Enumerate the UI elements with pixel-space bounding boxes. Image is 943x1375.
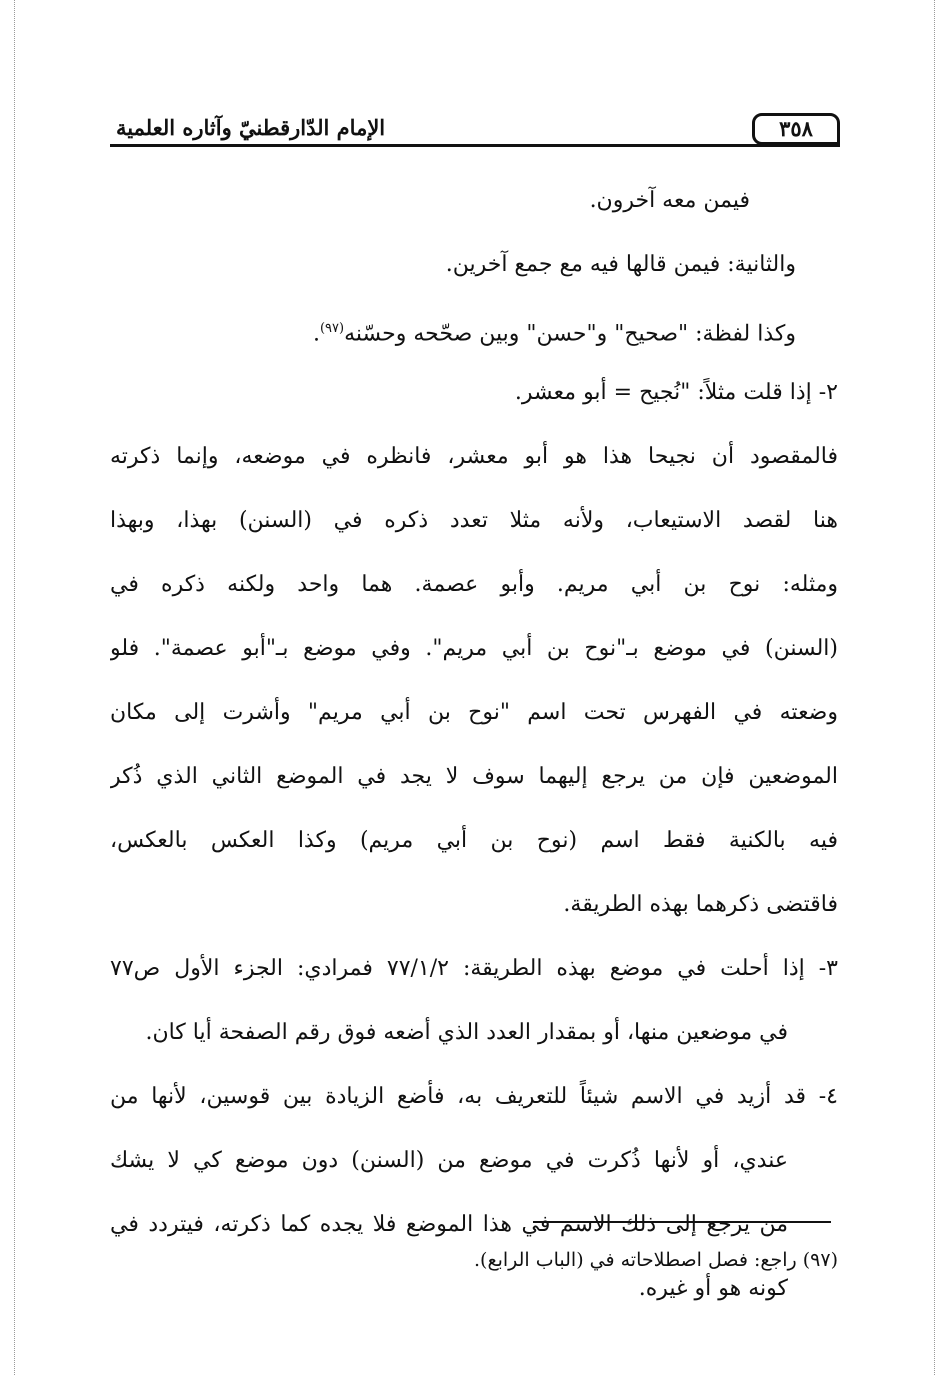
footnote-marker: (٩٧) bbox=[319, 321, 345, 336]
main-text bbox=[110, 175, 838, 1327]
page-header bbox=[110, 105, 840, 145]
text-line: في موضعين منها، أو بمقدار العدد الذي أضعه فوق رقم الصفحة أيا كان. bbox=[145, 1020, 788, 1045]
text-line: كونه هو أو غيره. bbox=[638, 1276, 788, 1301]
text-line: ٣- إذا أحلت في موضع بهذه الطريقة: ٧٧/١/٢ فمرادي: الجزء الأول ص٧٧ bbox=[110, 956, 838, 981]
running-title: الإمام الدّارقطنيّ وآثاره العلمية bbox=[116, 115, 386, 140]
text-line: وكذا لفظة: "صحيح" و"حسن" وبين صحّحه وحسّنه$^{(٩٧)}$. bbox=[312, 321, 796, 347]
footnote-rule bbox=[533, 1221, 831, 1223]
text-line: عندي، أو لأنها ذُكرت في موضع من (السنن) دون موضع كي لا يشك bbox=[110, 1148, 788, 1173]
text-line: وضعته في الفهرس تحت اسم "نوح بن أبي مريم" وأشرت إلى مكان bbox=[110, 700, 838, 725]
page-number: ٣٥٨ bbox=[752, 113, 840, 145]
text-line: هنا لقصد الاستيعاب، ولأنه مثلا تعدد ذكره في (السنن) بهذا، وبهذا bbox=[110, 508, 838, 533]
text-line: ٤- قد أزيد في الاسم شيئاً للتعريف به، فأضع الزيادة بين قوسين، لأنها من bbox=[110, 1084, 838, 1109]
scan-edge-right bbox=[934, 0, 935, 1375]
text-line: الموضعين فإن من يرجع إليهما سوف لا يجد في الموضع الثاني الذي ذُكر bbox=[110, 764, 838, 789]
text-line: فالمقصود أن نجيحا هذا هو أبو معشر، فانظره في موضعه، وإنما ذكرته bbox=[110, 444, 838, 469]
scan-edge-left bbox=[14, 0, 15, 1375]
text-line: فيه بالكنية فقط اسم (نوح بن أبي مريم) وكذا العكس بالعكس، bbox=[110, 828, 838, 853]
text-line: والثانية: فيمن قالها فيه مع جمع آخرين. bbox=[445, 252, 796, 277]
text-line: من يرجع إلى ذلك الاسم في هذا الموضع فلا يجده كما ذكرته، فيتردد في bbox=[110, 1212, 788, 1237]
header-rule bbox=[110, 144, 840, 147]
text-line: ٢- إذا قلت مثلاً: "نُجيح = أبو معشر. bbox=[514, 380, 838, 405]
footnote: (٩٧) راجع: فصل اصطلاحاته في (الباب الرابع). bbox=[474, 1249, 838, 1271]
text-line: ومثله: نوح بن أبي مريم. وأبو عصمة. هما واحد ولكنه ذكره في bbox=[110, 572, 838, 597]
text-line: فاقتضى ذكرهما بهذه الطريقة. bbox=[563, 892, 838, 917]
text-line: (السنن) في موضع بـ"نوح بن أبي مريم". وفي موضع بـ"أبو عصمة". فلو bbox=[110, 636, 838, 661]
text-line: فيمن معه آخرون. bbox=[589, 188, 750, 213]
